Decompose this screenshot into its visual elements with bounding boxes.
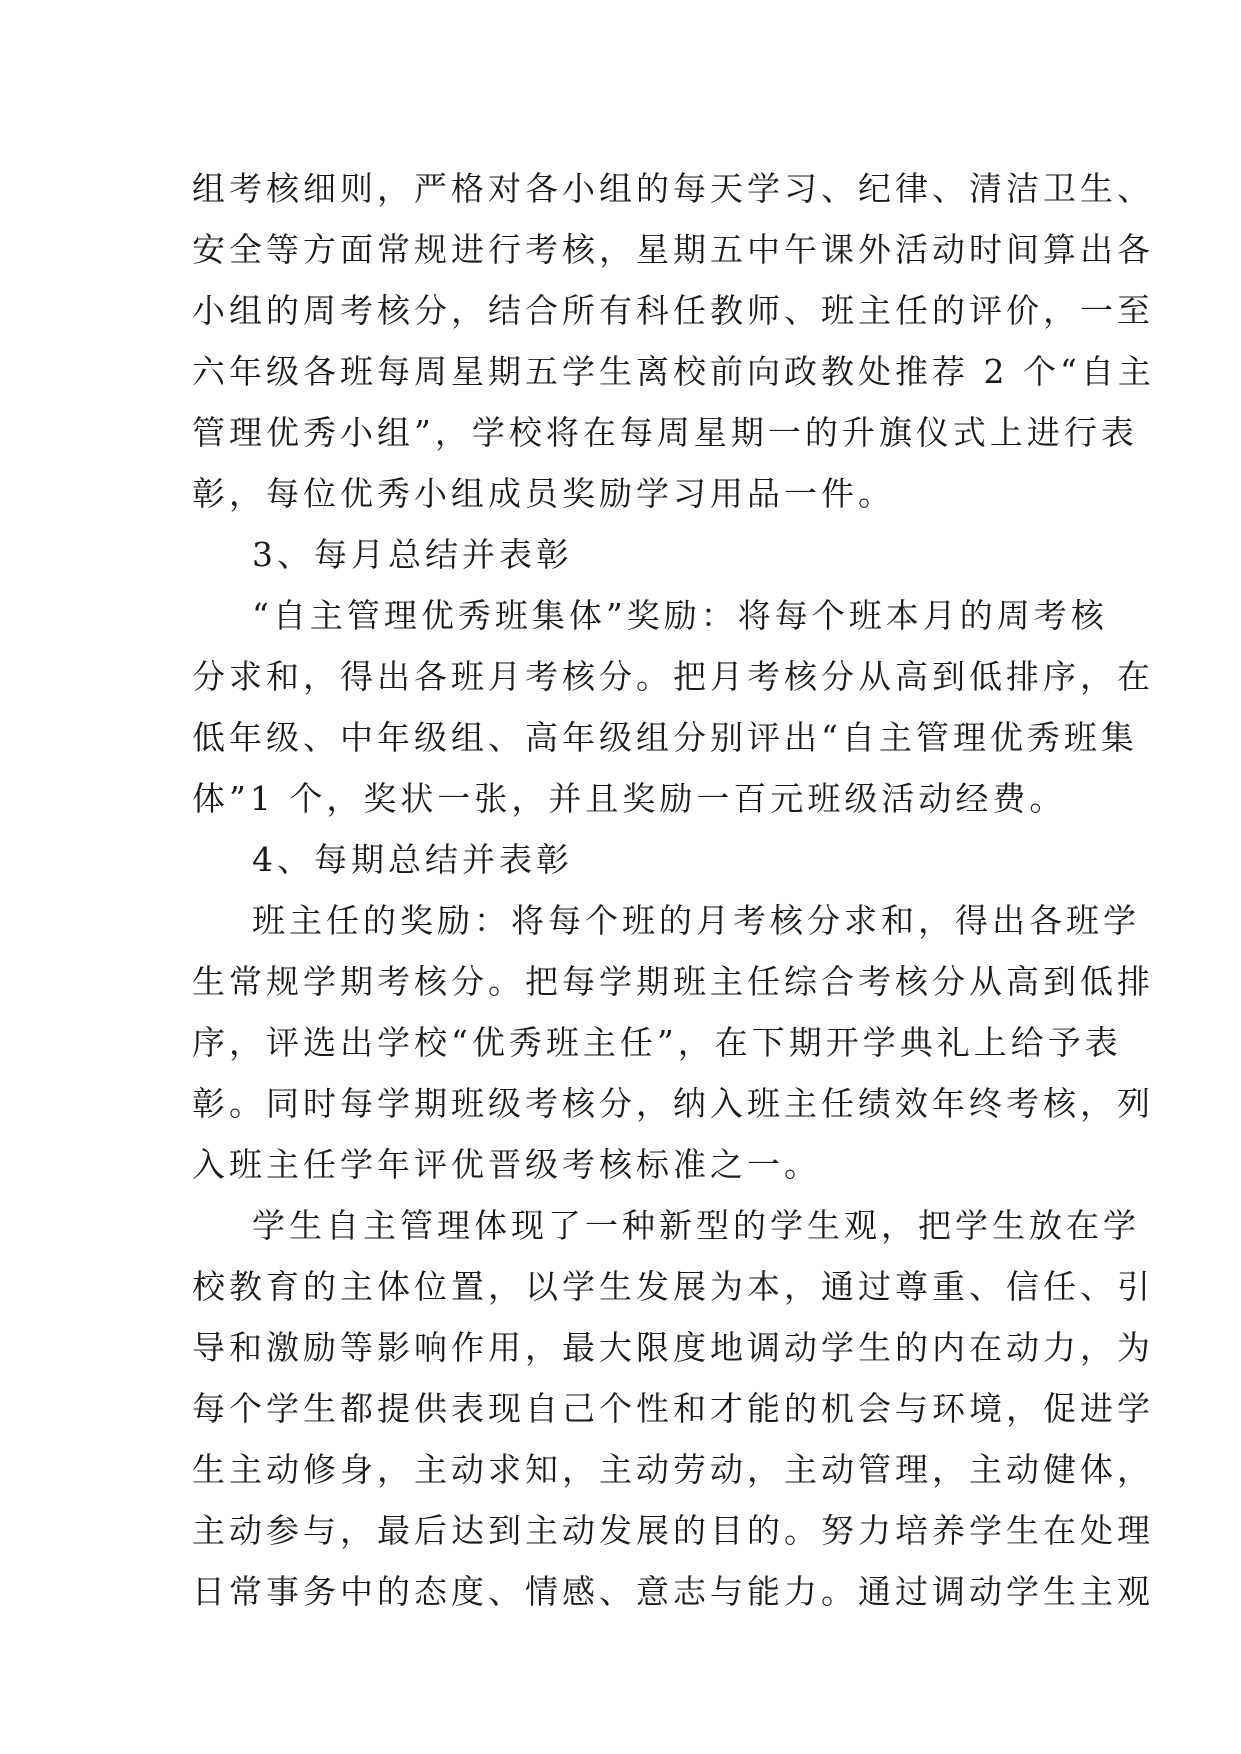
section-heading: 4、每期总结并表彰 bbox=[252, 840, 573, 879]
text-line: 日常事务中的态度、情感、意志与能力。通过调动学生主观 bbox=[192, 1572, 1154, 1611]
text-line: 生常规学期考核分。把每学期班主任综合考核分从高到低排 bbox=[192, 962, 1154, 1001]
text-line: 导和激励等影响作用，最大限度地调动学生的内在动力，为 bbox=[192, 1328, 1154, 1367]
section-heading: 3、每月总结并表彰 bbox=[252, 535, 573, 574]
text-line: 六年级各班每周星期五学生离校前向政教处推荐 2 个“自主 bbox=[192, 352, 1155, 391]
text-line: 序，评选出学校“优秀班主任”，在下期开学典礼上给予表 bbox=[192, 1023, 1122, 1062]
text-line: 校教育的主体位置，以学生发展为本，通过尊重、信任、引 bbox=[192, 1267, 1154, 1306]
text-line: 体”1 个，奖状一张，并且奖励一百元班级活动经费。 bbox=[192, 779, 1067, 818]
text-line: 组考核细则，严格对各小组的每天学习、纪律、清洁卫生、 bbox=[192, 169, 1154, 208]
text-line: 管理优秀小组”，学校将在每周星期一的升旗仪式上进行表 bbox=[192, 413, 1138, 452]
text-line: 每个学生都提供表现自己个性和才能的机会与环境，促进学 bbox=[192, 1389, 1154, 1428]
text-line: 主动参与，最后达到主动发展的目的。努力培养学生在处理 bbox=[192, 1511, 1154, 1550]
text-line: 学生自主管理体现了一种新型的学生观，把学生放在学 bbox=[252, 1206, 1140, 1245]
text-line: 入班主任学年评优晋级考核标准之一。 bbox=[192, 1145, 821, 1184]
text-line: 低年级、中年级组、高年级组分别评出“自主管理优秀班集 bbox=[192, 718, 1138, 757]
text-line: 分求和，得出各班月考核分。把月考核分从高到低排序，在 bbox=[192, 657, 1154, 696]
text-line: 彰，每位优秀小组成员奖励学习用品一件。 bbox=[192, 474, 895, 513]
text-line: 生主动修身，主动求知，主动劳动，主动管理，主动健体， bbox=[192, 1450, 1154, 1489]
text-line: “自主管理优秀班集体”奖励：将每个班本月的周考核 bbox=[252, 596, 1108, 635]
text-line: 班主任的奖励：将每个班的月考核分求和，得出各班学 bbox=[252, 901, 1140, 940]
text-line: 小组的周考核分，结合所有科任教师、班主任的评价，一至 bbox=[192, 291, 1154, 330]
text-line: 安全等方面常规进行考核，星期五中午课外活动时间算出各 bbox=[192, 230, 1154, 269]
body-text bbox=[192, 158, 1155, 1622]
text-line: 彰。同时每学期班级考核分，纳入班主任绩效年终考核，列 bbox=[192, 1084, 1154, 1123]
